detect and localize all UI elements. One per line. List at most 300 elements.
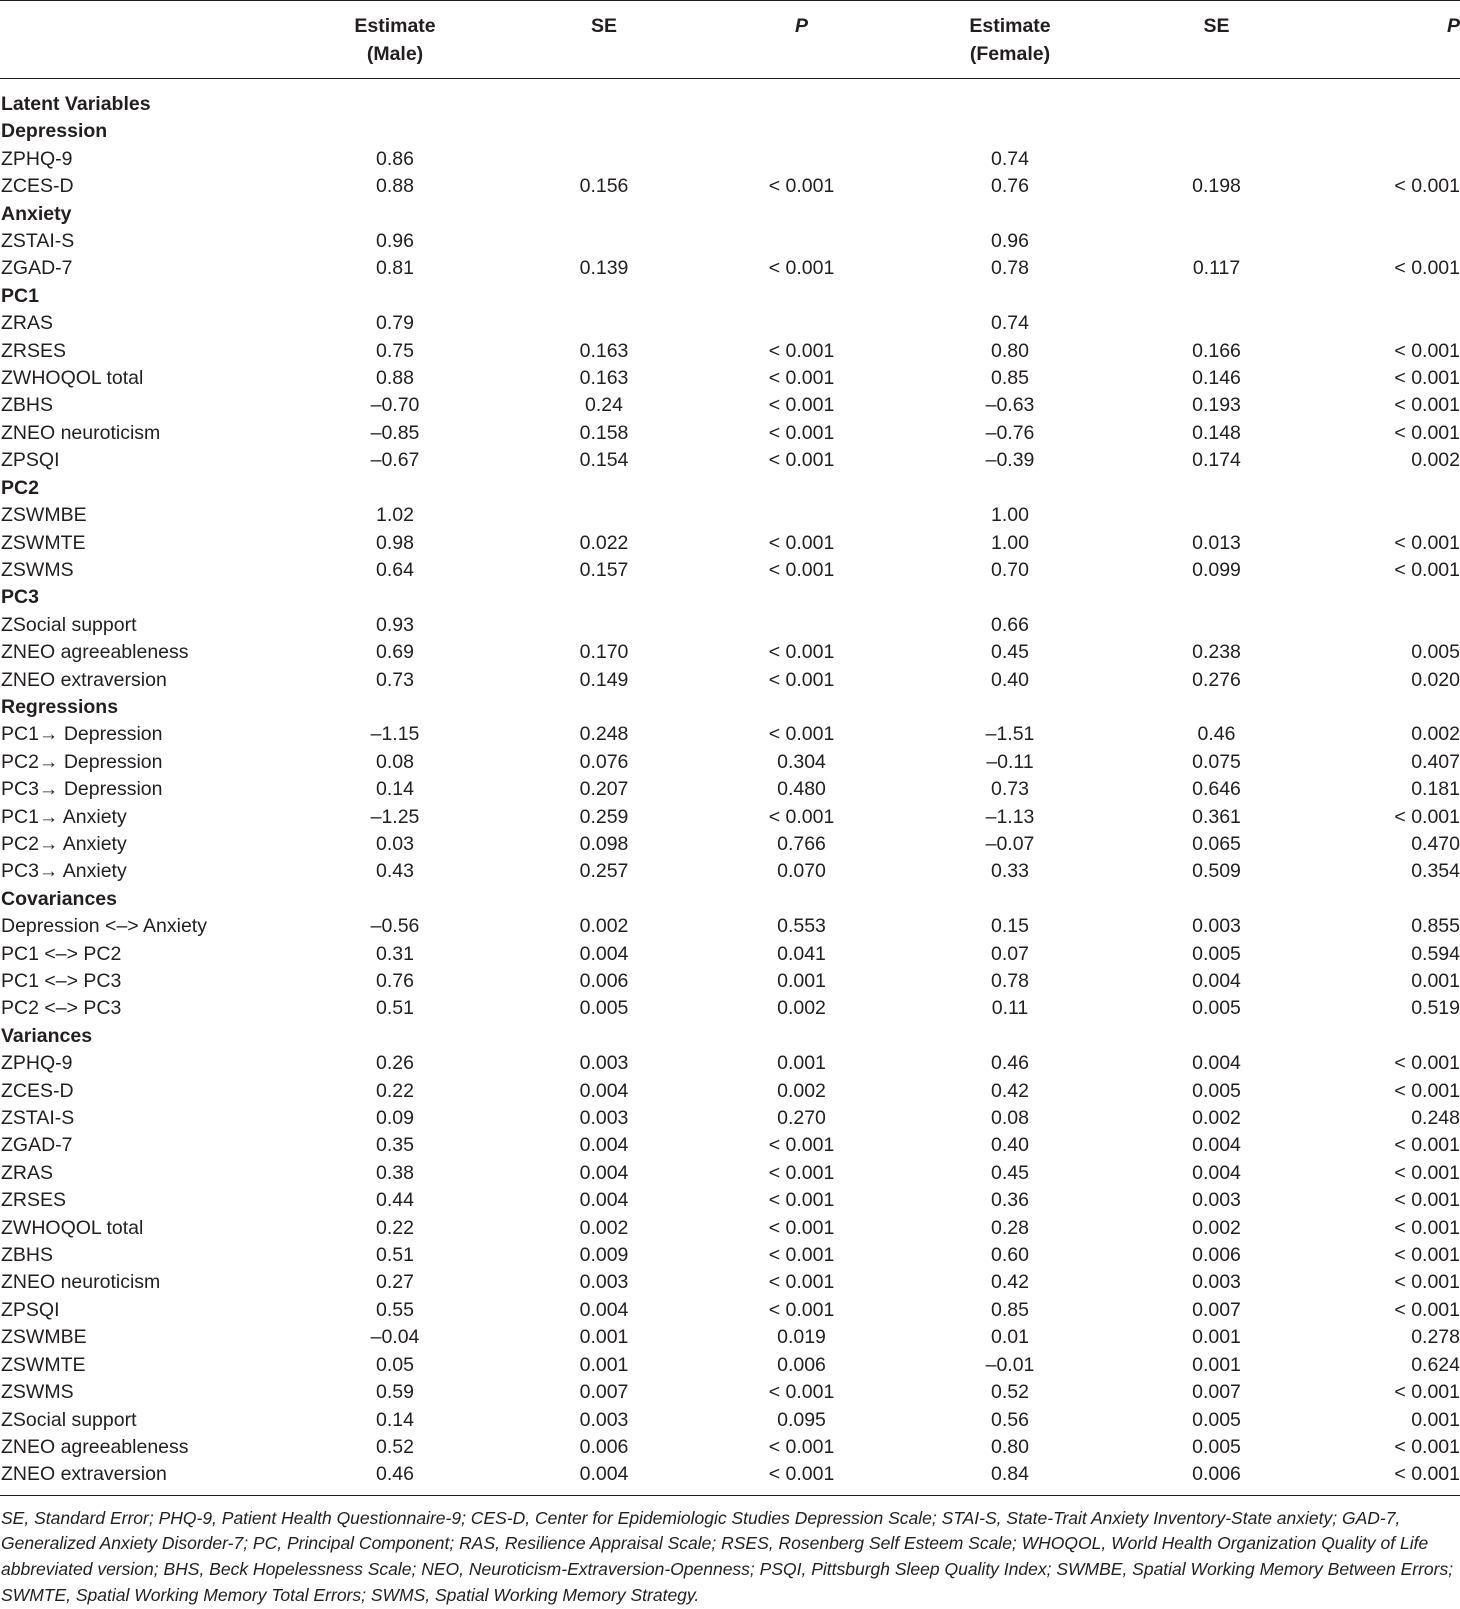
cell-se-male: 0.001 <box>579 1326 629 1349</box>
table-row <box>0 721 1460 748</box>
cell-se-male: 0.006 <box>579 1435 629 1458</box>
cell-estimate-female: –0.76 <box>985 421 1035 444</box>
cell-estimate-male: –0.56 <box>370 915 420 938</box>
cell-p-male: < 0.001 <box>768 1244 835 1267</box>
table-row <box>0 1297 1460 1324</box>
cell-estimate-female: 0.46 <box>991 1052 1029 1075</box>
row-label: ZSTAI-S <box>1 230 75 253</box>
table-row <box>0 420 1460 447</box>
cell-se-male: 0.076 <box>579 750 629 773</box>
row-label: ZNEO neuroticism <box>1 421 161 444</box>
row-label: PC3→ Depression <box>1 778 163 801</box>
cell-se-female: 0.276 <box>1192 668 1241 691</box>
cell-se-male: 0.022 <box>579 531 629 554</box>
cell-estimate-male: 0.31 <box>376 942 414 965</box>
table-row <box>0 1215 1460 1242</box>
section-label: PC3 <box>1 586 39 609</box>
cell-se-male: 0.170 <box>579 641 629 664</box>
cell-p-female: 0.354 <box>1411 860 1460 883</box>
cell-estimate-male: 0.88 <box>376 367 414 390</box>
cell-p-male: 0.001 <box>777 970 826 992</box>
table-row <box>0 858 1460 885</box>
header-p-female: P <box>1446 15 1460 37</box>
table-row <box>0 1160 1460 1187</box>
row-label: ZNEO extraversion <box>1 668 167 691</box>
cell-p-female <box>1313 502 1460 529</box>
cell-estimate-female: 0.42 <box>991 1079 1029 1102</box>
section-label: Depression <box>1 120 108 143</box>
table-row <box>0 831 1460 858</box>
cell-p-female: < 0.001 <box>1394 1216 1460 1239</box>
row-label: PC1 <–> PC2 <box>1 942 122 965</box>
cell-p-male: < 0.001 <box>768 723 835 746</box>
cell-p-female: 0.001 <box>1411 1408 1460 1431</box>
cell-p-female: < 0.001 <box>1394 1079 1460 1102</box>
cell-estimate-male: 0.75 <box>376 339 414 362</box>
cell-se-male: 0.001 <box>579 1353 629 1376</box>
cell-estimate-male: 0.98 <box>376 531 414 554</box>
row-label: ZCES-D <box>1 175 74 198</box>
cell-estimate-female: 0.15 <box>991 915 1029 938</box>
cell-p-male: < 0.001 <box>768 1463 835 1486</box>
cell-estimate-male: 0.14 <box>376 1408 414 1431</box>
cell-se-male: 0.004 <box>579 1134 629 1157</box>
cell-se-male: 0.003 <box>579 1271 629 1294</box>
row-label: ZRSES <box>1 339 67 362</box>
table-row <box>0 1050 1460 1077</box>
table-row <box>0 1242 1460 1269</box>
cell-se-female <box>1120 228 1313 255</box>
cell-se-female: 0.002 <box>1192 1216 1241 1239</box>
cell-estimate-male: 0.05 <box>376 1353 414 1376</box>
cell-p-male <box>703 228 900 255</box>
row-label: ZCES-D <box>1 1079 74 1102</box>
table-row <box>0 1187 1460 1214</box>
cell-p-female: 0.002 <box>1411 449 1460 472</box>
cell-se-female: 0.117 <box>1192 257 1241 280</box>
table-body <box>0 79 1460 1489</box>
cell-p-male: < 0.001 <box>768 257 835 280</box>
cell-p-female: < 0.001 <box>1394 367 1460 390</box>
header-estimate-female-line2: (Female) <box>969 43 1051 65</box>
section-label: Latent Variables <box>1 93 151 115</box>
cell-se-female: 0.004 <box>1192 970 1241 992</box>
cell-se-male: 0.24 <box>585 394 623 417</box>
table-row <box>0 530 1460 557</box>
cell-p-female: 0.519 <box>1411 997 1460 1020</box>
row-label: ZBHS <box>1 1244 54 1267</box>
row-label: ZPHQ-9 <box>1 1052 73 1075</box>
cell-estimate-male: 0.86 <box>376 147 414 170</box>
cell-estimate-male: 0.38 <box>376 1161 414 1184</box>
cell-estimate-male: 0.79 <box>376 312 414 335</box>
row-label: ZPHQ-9 <box>1 147 73 170</box>
section-label: PC1 <box>1 284 39 307</box>
cell-p-male: < 0.001 <box>768 558 835 581</box>
cell-se-male: 0.257 <box>579 860 629 883</box>
cell-estimate-female: 0.73 <box>991 778 1029 801</box>
cell-se-female: 0.007 <box>1192 1381 1241 1404</box>
row-label: ZGAD-7 <box>1 257 73 280</box>
header-estimate-male-line2: (Male) <box>366 43 424 65</box>
cell-estimate-female: 0.07 <box>991 942 1029 965</box>
cell-se-male: 0.004 <box>579 1189 629 1212</box>
cell-se-female: 0.004 <box>1192 1161 1241 1184</box>
cell-p-female: 0.001 <box>1411 970 1460 992</box>
cell-p-female: 0.594 <box>1411 942 1460 965</box>
table-row <box>0 557 1460 584</box>
row-label: ZSTAI-S <box>1 1107 75 1130</box>
cell-se-male: 0.003 <box>579 1107 629 1130</box>
cell-estimate-male: –0.04 <box>370 1326 420 1349</box>
row-label: ZSocial support <box>1 613 137 636</box>
cell-se-male <box>505 146 703 173</box>
cell-se-female: 0.004 <box>1192 1052 1241 1075</box>
cell-se-male: 0.004 <box>579 1298 629 1321</box>
cell-estimate-male: 0.22 <box>376 1216 414 1239</box>
cell-se-male: 0.007 <box>579 1381 629 1404</box>
cell-p-male: 0.041 <box>777 942 826 965</box>
cell-se-male: 0.156 <box>579 175 629 198</box>
cell-se-male: 0.259 <box>579 805 629 828</box>
cell-estimate-male: –0.85 <box>370 421 420 444</box>
table-row <box>0 1324 1460 1351</box>
cell-p-female: < 0.001 <box>1394 1161 1460 1184</box>
cell-p-male <box>703 502 900 529</box>
cell-se-male: 0.157 <box>579 558 629 581</box>
cell-se-female <box>1120 612 1313 639</box>
cell-p-female: < 0.001 <box>1394 558 1460 581</box>
row-label: PC2→ Anxiety <box>1 832 127 855</box>
cell-estimate-female: 1.00 <box>991 504 1029 527</box>
section-row <box>0 584 1460 611</box>
cell-se-female: 0.006 <box>1192 1244 1241 1267</box>
cell-p-female: < 0.001 <box>1394 339 1460 362</box>
row-label: Depression <–> Anxiety <box>1 915 207 938</box>
row-label: ZWHOQOL total <box>1 1216 144 1239</box>
row-label: ZSWMTE <box>1 1353 86 1376</box>
cell-p-male: < 0.001 <box>768 339 835 362</box>
table-row <box>0 338 1460 365</box>
cell-se-female: 0.005 <box>1192 1408 1241 1431</box>
cell-p-male: < 0.001 <box>768 1161 835 1184</box>
row-label: ZNEO agreeableness <box>1 641 189 664</box>
cell-estimate-female: –1.51 <box>985 723 1035 746</box>
row-label: ZNEO agreeableness <box>1 1435 189 1458</box>
row-label: ZPSQI <box>1 449 60 472</box>
cell-estimate-female: 0.80 <box>991 1435 1029 1458</box>
cell-p-female: < 0.001 <box>1394 1134 1460 1157</box>
row-label: ZNEO neuroticism <box>1 1271 161 1294</box>
section-row <box>0 1023 1460 1050</box>
cell-p-female: < 0.001 <box>1394 175 1460 198</box>
cell-estimate-male: 0.59 <box>376 1381 414 1404</box>
section-row <box>0 475 1460 502</box>
cell-estimate-male: 0.96 <box>376 230 414 253</box>
table-row <box>0 941 1460 968</box>
cell-se-female: 0.004 <box>1192 1134 1241 1157</box>
cell-p-male: 0.304 <box>777 750 826 773</box>
row-label: PC1→ Depression <box>1 723 163 746</box>
row-label: ZSWMS <box>1 558 74 581</box>
cell-se-female: 0.198 <box>1192 175 1241 198</box>
cell-p-male: 0.070 <box>777 860 826 883</box>
cell-estimate-female: 0.85 <box>991 1298 1029 1321</box>
table-row <box>0 1078 1460 1105</box>
cell-se-male: 0.004 <box>579 1161 629 1184</box>
row-label: ZRSES <box>1 1189 67 1212</box>
cell-p-female <box>1313 310 1460 337</box>
cell-p-male: < 0.001 <box>768 1189 835 1212</box>
cell-se-female: 0.006 <box>1192 1463 1241 1486</box>
cell-estimate-female: 0.36 <box>991 1189 1029 1212</box>
cell-p-male: 0.270 <box>777 1107 826 1130</box>
cell-estimate-female: 0.33 <box>991 860 1029 883</box>
cell-se-male: 0.163 <box>579 367 629 390</box>
cell-se-female: 0.007 <box>1192 1298 1241 1321</box>
cell-estimate-male: 0.26 <box>376 1052 414 1075</box>
cell-se-male: 0.154 <box>579 449 629 472</box>
cell-se-male <box>505 612 703 639</box>
cell-p-female: < 0.001 <box>1394 805 1460 828</box>
cell-estimate-male: 0.27 <box>376 1271 414 1294</box>
cell-se-female: 0.193 <box>1192 394 1241 417</box>
cell-p-female: 0.020 <box>1411 668 1460 691</box>
row-label: ZGAD-7 <box>1 1134 73 1157</box>
cell-p-female: < 0.001 <box>1394 1381 1460 1404</box>
table-row <box>0 749 1460 776</box>
cell-p-male: < 0.001 <box>768 421 835 444</box>
cell-estimate-female: –0.07 <box>985 832 1035 855</box>
cell-estimate-male: 0.88 <box>376 175 414 198</box>
section-label: Regressions <box>1 695 119 718</box>
cell-se-male: 0.003 <box>579 1408 629 1431</box>
cell-estimate-female: 0.80 <box>991 339 1029 362</box>
cell-p-male: < 0.001 <box>768 1298 835 1321</box>
cell-p-male: 0.002 <box>777 997 826 1020</box>
row-label: ZSWMBE <box>1 1326 87 1349</box>
cell-estimate-female: 0.85 <box>991 367 1029 390</box>
table-row <box>0 968 1460 995</box>
table-row <box>0 1407 1460 1434</box>
cell-p-female: 0.470 <box>1411 832 1460 855</box>
header-estimate-female-line1: Estimate <box>969 15 1051 37</box>
cell-estimate-female: 0.96 <box>991 230 1029 253</box>
cell-estimate-female: 0.01 <box>991 1326 1029 1349</box>
cell-p-female: < 0.001 <box>1394 1052 1460 1075</box>
table-row <box>0 255 1460 282</box>
cell-estimate-male: 0.35 <box>376 1134 414 1157</box>
table-row <box>0 1379 1460 1406</box>
section-row <box>0 694 1460 721</box>
cell-se-female: 0.238 <box>1192 641 1241 664</box>
cell-se-female: 0.001 <box>1192 1353 1241 1376</box>
table-row <box>0 1434 1460 1461</box>
cell-se-female: 0.46 <box>1197 723 1236 746</box>
cell-p-female <box>1313 228 1460 255</box>
cell-estimate-male: 0.09 <box>376 1107 414 1130</box>
cell-p-male: < 0.001 <box>768 1216 835 1239</box>
cell-p-male: < 0.001 <box>768 1381 835 1404</box>
cell-estimate-female: 0.78 <box>991 970 1029 992</box>
table-row <box>0 1105 1460 1132</box>
cell-estimate-male: 0.52 <box>376 1435 414 1458</box>
cell-estimate-female: –0.63 <box>985 394 1035 417</box>
cell-estimate-female: 0.56 <box>991 1408 1029 1431</box>
cell-estimate-female: 1.00 <box>991 531 1029 554</box>
header-p-male: P <box>794 15 808 37</box>
cell-estimate-male: 0.43 <box>376 860 414 883</box>
cell-estimate-female: 0.52 <box>991 1381 1029 1404</box>
cell-se-male <box>505 310 703 337</box>
cell-se-male <box>505 502 703 529</box>
cell-p-male: < 0.001 <box>768 1435 835 1458</box>
cell-estimate-female: 0.78 <box>991 257 1029 280</box>
cell-se-female: 0.099 <box>1192 558 1241 581</box>
row-label: ZRAS <box>1 1161 54 1184</box>
cell-estimate-female: 0.40 <box>991 668 1029 691</box>
cell-p-male: < 0.001 <box>768 805 835 828</box>
cell-p-male: 0.019 <box>777 1326 826 1349</box>
cell-estimate-female: 0.60 <box>991 1244 1029 1267</box>
cell-estimate-male: 0.44 <box>376 1189 414 1212</box>
cell-estimate-female: 0.84 <box>991 1463 1029 1486</box>
cell-p-female: 0.278 <box>1411 1326 1460 1349</box>
cell-p-male: < 0.001 <box>768 668 835 691</box>
cell-se-male: 0.248 <box>579 723 629 746</box>
row-label: PC2 <–> PC3 <box>1 997 122 1020</box>
cell-se-female: 0.148 <box>1192 421 1241 444</box>
cell-se-male: 0.163 <box>579 339 629 362</box>
row-label: PC1→ Anxiety <box>1 805 127 828</box>
cell-se-female: 0.005 <box>1192 1079 1241 1102</box>
cell-se-female: 0.361 <box>1192 805 1241 828</box>
cell-p-female <box>1313 146 1460 173</box>
table-row <box>0 146 1460 173</box>
table-row <box>0 502 1460 529</box>
section-label: PC2 <box>1 476 39 499</box>
table-row <box>0 804 1460 831</box>
cell-estimate-female: 0.70 <box>991 558 1029 581</box>
table-row <box>0 228 1460 255</box>
cell-p-female: 0.005 <box>1411 641 1460 664</box>
cell-se-female: 0.005 <box>1192 1435 1241 1458</box>
cell-p-female: < 0.001 <box>1394 1463 1460 1486</box>
cell-p-male: < 0.001 <box>768 367 835 390</box>
section-row <box>0 283 1460 310</box>
cell-p-female: < 0.001 <box>1394 1244 1460 1267</box>
cell-se-male: 0.004 <box>579 1079 629 1102</box>
cell-estimate-male: –1.25 <box>370 805 420 828</box>
cell-estimate-female: 0.74 <box>991 312 1029 335</box>
cell-estimate-male: 0.55 <box>376 1298 414 1321</box>
cell-p-female: 0.407 <box>1411 750 1460 773</box>
cell-estimate-male: 0.76 <box>376 970 414 992</box>
cell-se-female <box>1120 146 1313 173</box>
cell-se-male: 0.005 <box>579 997 629 1020</box>
cell-se-female: 0.166 <box>1192 339 1241 362</box>
table-row <box>0 173 1460 200</box>
table-row <box>0 447 1460 474</box>
row-label: PC2→ Depression <box>1 750 163 773</box>
cell-se-male: 0.003 <box>579 1052 629 1075</box>
cell-se-female: 0.065 <box>1192 832 1241 855</box>
section-row <box>0 118 1460 145</box>
cell-p-female: < 0.001 <box>1394 1189 1460 1212</box>
section-label: Covariances <box>1 887 117 910</box>
cell-se-male <box>505 228 703 255</box>
cell-p-male: < 0.001 <box>768 641 835 664</box>
section-label: Anxiety <box>1 202 72 225</box>
cell-se-female: 0.005 <box>1192 942 1241 965</box>
cell-p-male: < 0.001 <box>768 175 835 198</box>
table-row <box>0 310 1460 337</box>
header-estimate-male-line1: Estimate <box>354 15 436 37</box>
cell-estimate-male: 0.03 <box>376 832 414 855</box>
row-label: ZNEO extraversion <box>1 1463 167 1486</box>
cell-se-female: 0.005 <box>1192 997 1241 1020</box>
cell-p-male: < 0.001 <box>768 1271 835 1294</box>
table-row <box>0 1269 1460 1296</box>
cell-p-female: < 0.001 <box>1394 421 1460 444</box>
cell-p-female: < 0.001 <box>1394 1435 1460 1458</box>
cell-estimate-male: –0.67 <box>370 449 420 472</box>
row-label: PC3→ Anxiety <box>1 860 127 883</box>
cell-p-female: 0.855 <box>1411 915 1460 938</box>
row-label: ZSWMS <box>1 1381 74 1404</box>
cell-estimate-female: 0.45 <box>991 1161 1029 1184</box>
table-row <box>0 995 1460 1022</box>
cell-p-male: 0.002 <box>777 1079 826 1102</box>
cell-se-male: 0.009 <box>579 1244 629 1267</box>
cell-p-male <box>703 310 900 337</box>
cell-se-female: 0.174 <box>1192 449 1241 472</box>
cell-estimate-male: 0.46 <box>376 1463 414 1486</box>
table-row <box>0 913 1460 940</box>
cell-se-male: 0.158 <box>579 421 629 444</box>
cell-p-female: 0.624 <box>1411 1353 1460 1376</box>
cell-p-female <box>1313 612 1460 639</box>
cell-estimate-female: 0.42 <box>991 1271 1029 1294</box>
cell-se-male: 0.139 <box>579 257 629 280</box>
cell-p-male: < 0.001 <box>768 531 835 554</box>
cell-p-male <box>703 612 900 639</box>
cell-p-female: < 0.001 <box>1394 531 1460 554</box>
cell-se-female: 0.001 <box>1192 1326 1241 1349</box>
row-label: ZSWMTE <box>1 531 86 554</box>
section-row <box>0 886 1460 913</box>
cell-estimate-female: –0.11 <box>986 750 1034 773</box>
table-row <box>0 392 1460 419</box>
table-footnote: SE, Standard Error; PHQ-9, Patient Health Questionnaire-9; CES-D, Center for Epidemiologic Studies Depression Scale; STAI-S, State-Trait Anxiety Inventory-State anxiety; GAD-7, Generalized Anxiety Disorder-7; PC, Principal Component; RAS, Resilience Appraisal Scale; RSES, Rosenberg Self Esteem Scale; WHOQOL, World Health Organization Quality of Life abbreviated version; BHS, Beck Hopelessness Scale; NEO, Neuroticism-Extraversion-Openness; PSQI, Pittsburgh Sleep Quality Index; SWMBE, Spatial Working Memory Between Errors; SWMTE, Spatial Working Memory Total Errors; SWMS, Spatial Working Memory Strategy. <box>1 1507 1454 1605</box>
cell-p-female: < 0.001 <box>1394 394 1460 417</box>
cell-se-male: 0.207 <box>579 778 629 801</box>
table-row <box>0 1461 1460 1488</box>
section-label: Variances <box>1 1024 93 1047</box>
cell-p-male: 0.553 <box>777 915 826 938</box>
cell-estimate-male: –0.70 <box>370 394 420 417</box>
table-row <box>0 612 1460 639</box>
cell-estimate-male: 0.51 <box>376 1244 414 1267</box>
row-label: ZRAS <box>1 312 54 335</box>
section-row <box>0 79 1460 119</box>
cell-estimate-male: 0.81 <box>376 257 414 280</box>
cell-se-female: 0.002 <box>1192 1107 1241 1130</box>
cell-p-male: 0.001 <box>777 1052 826 1075</box>
cell-se-male: 0.149 <box>579 668 629 691</box>
cell-estimate-female: –1.13 <box>985 805 1035 828</box>
cell-estimate-male: 0.69 <box>376 641 414 664</box>
